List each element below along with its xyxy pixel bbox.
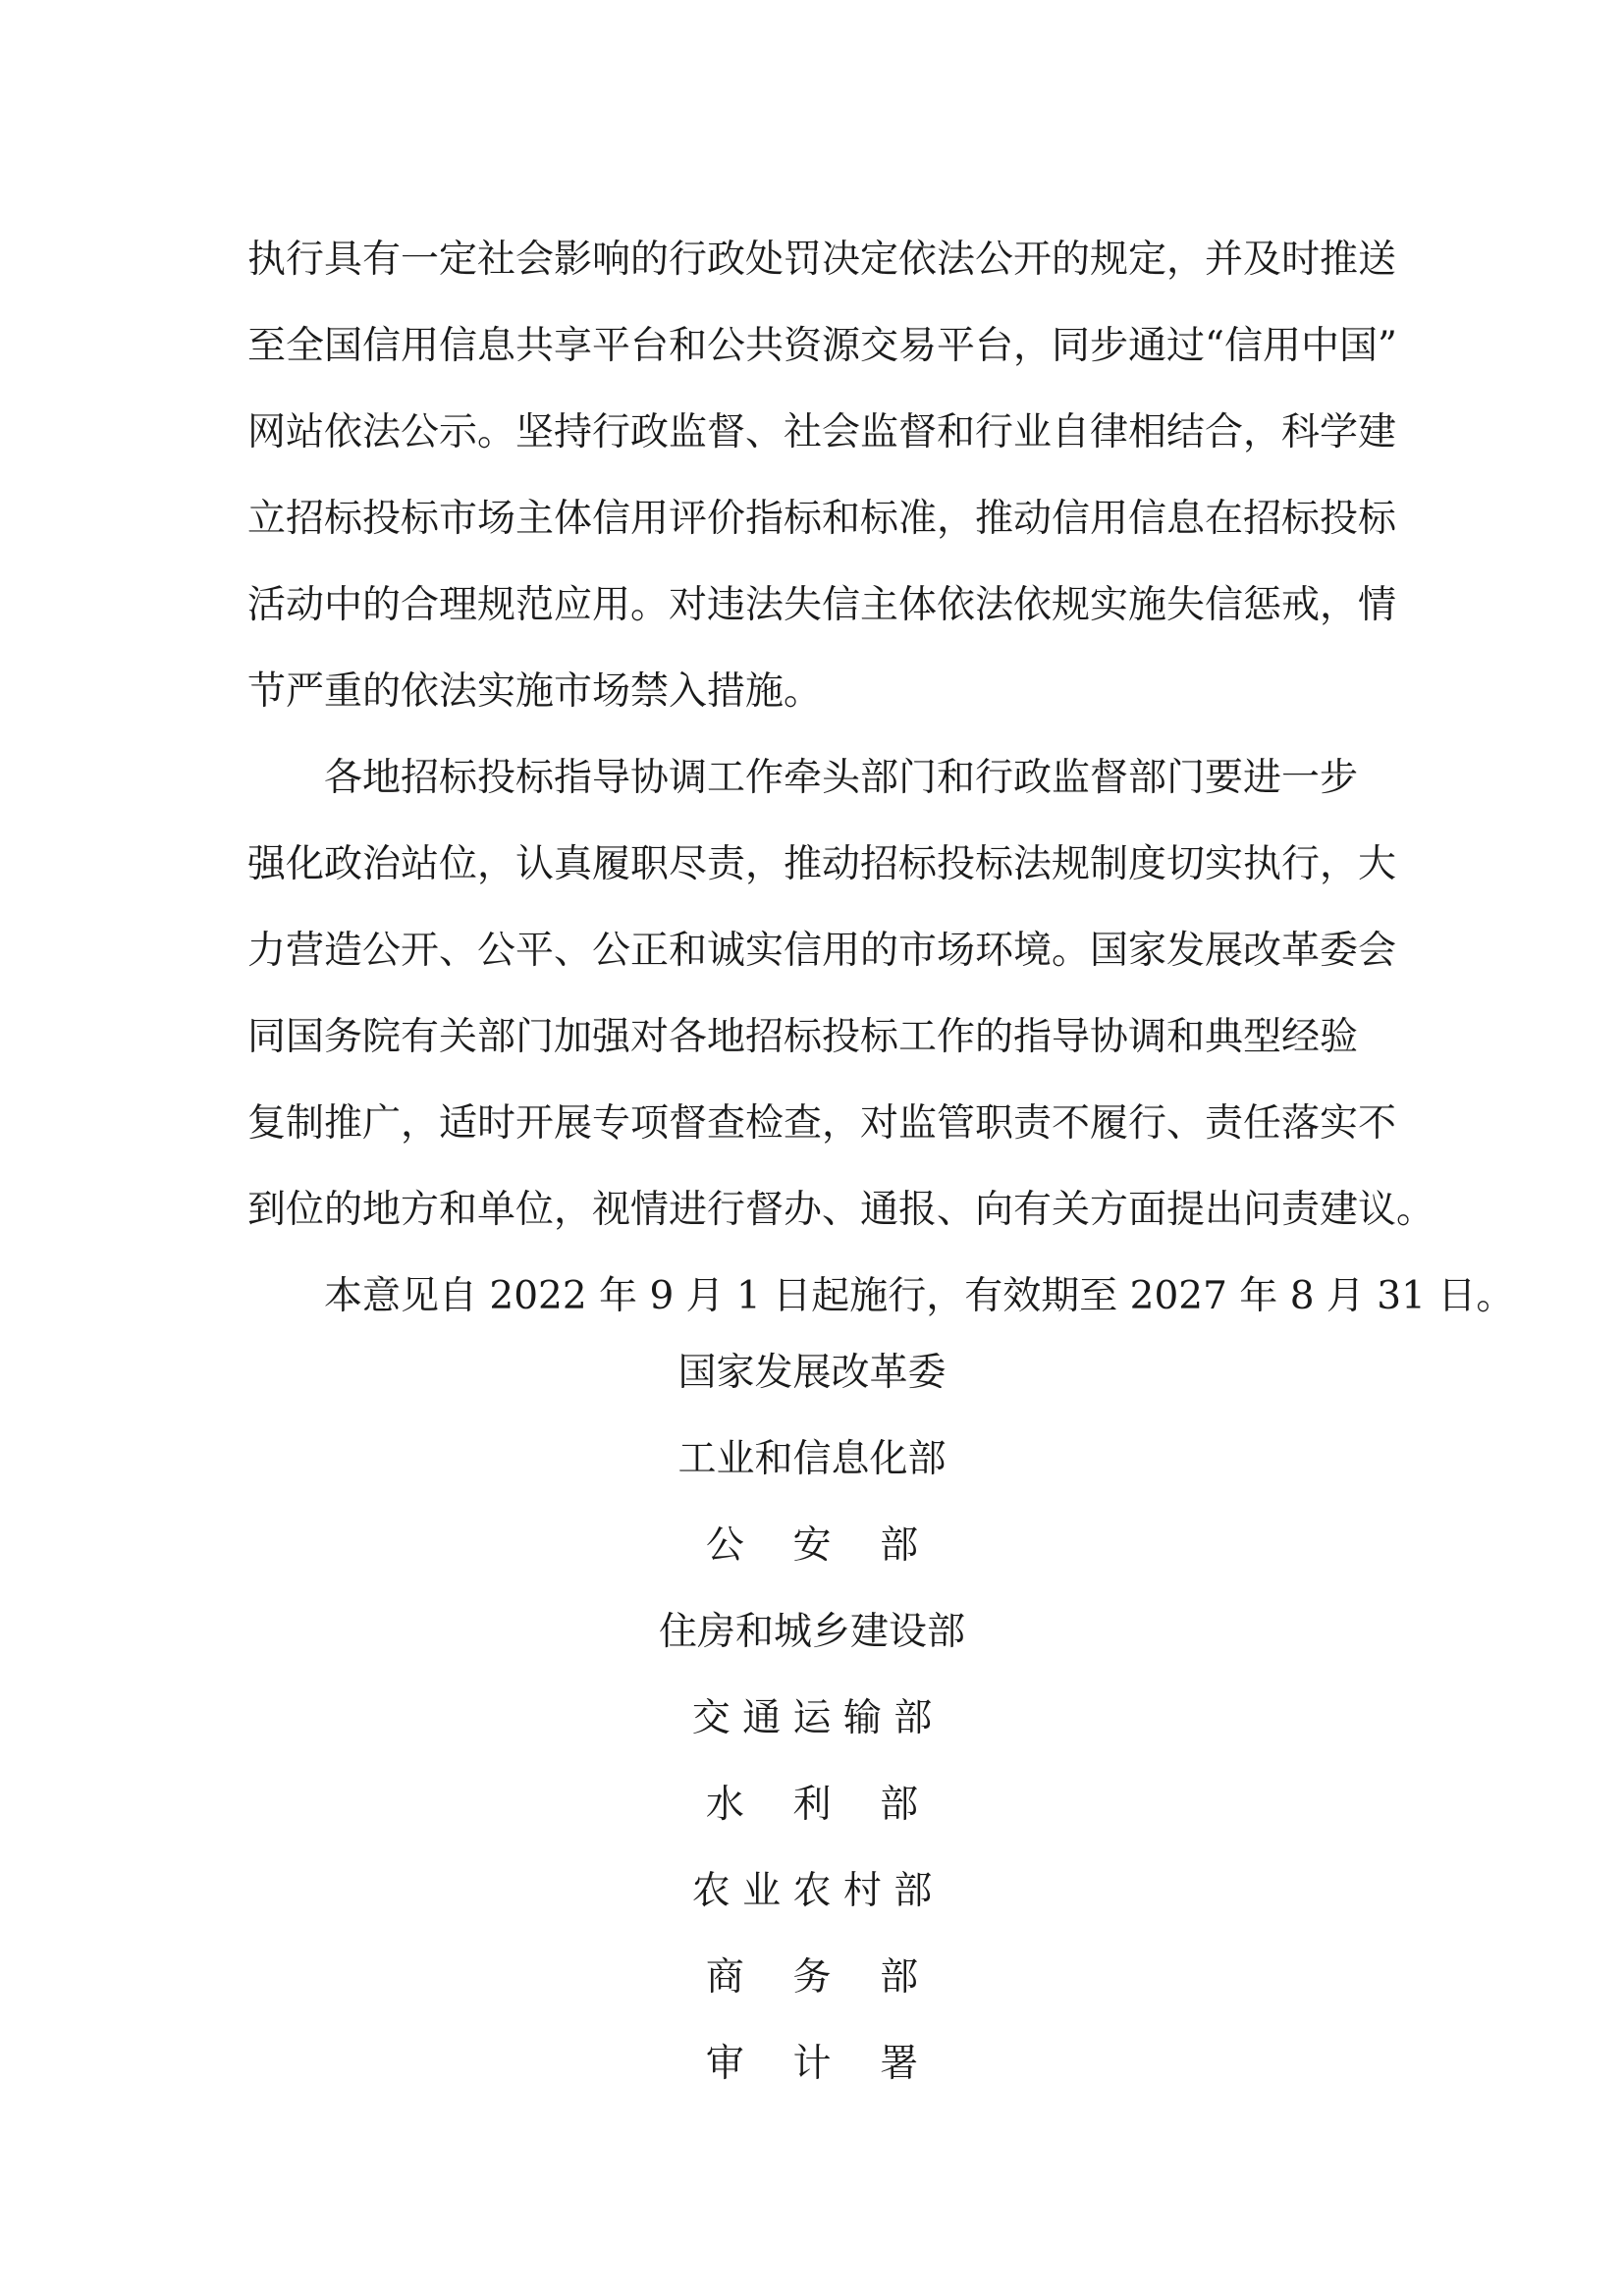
paragraph-start-line: 各地招标投标指导协调工作牵头部门和行政监督部门要进一步	[324, 756, 1359, 800]
text-line: 到位的地方和单位，视情进行督办、通报、向有关方面提出问责建议。	[247, 1188, 1435, 1232]
signatory-org: 交 通 运 输 部	[691, 1696, 933, 1740]
text-line: 节严重的依法实施市场禁入措施。	[247, 669, 823, 714]
text-line: 复制推广，适时开展专项督查检查，对监管职责不履行、责任落实不	[247, 1101, 1397, 1146]
text-line: 执行具有一定社会影响的行政处罚决定依法公开的规定，并及时推送	[247, 238, 1397, 282]
text-line: 同国务院有关部门加强对各地招标投标工作的指导协调和典型经验	[247, 1015, 1359, 1059]
document-body	[247, 217, 1515, 1340]
signatory-org: 水 利 部	[705, 1783, 919, 1827]
signatory-org: 工业和信息化部	[677, 1437, 947, 1481]
effective-date-line: 本意见自 2022 年 9 月 1 日起施行，有效期至 2027 年 8 月 31 日。	[324, 1274, 1515, 1318]
text-line: 网站依法公示。坚持行政监督、社会监督和行业自律相结合，科学建	[247, 410, 1397, 454]
text-line: 力营造公开、公平、公正和诚实信用的市场环境。国家发展改革委会	[247, 929, 1397, 973]
signatory-org: 农 业 农 村 部	[691, 1869, 933, 1913]
signatory-org: 国家发展改革委	[677, 1351, 947, 1395]
signatory-org: 住房和城乡建设部	[658, 1610, 965, 1654]
text-line: 至全国信用信息共享平台和公共资源交易平台，同步通过“信用中国”	[247, 324, 1397, 368]
text-line: 强化政治站位，认真履职尽责，推动招标投标法规制度切实执行，大	[247, 842, 1397, 886]
text-line: 立招标投标市场主体信用评价指标和标准，推动信用信息在招标投标	[247, 497, 1397, 541]
signatory-org: 商 务 部	[705, 1955, 919, 2000]
text-line: 活动中的合理规范应用。对违法失信主体依法依规实施失信惩戒，情	[247, 583, 1397, 627]
signatory-org: 公 安 部	[705, 1523, 919, 1568]
signatory-org: 审 计 署	[705, 2042, 919, 2086]
